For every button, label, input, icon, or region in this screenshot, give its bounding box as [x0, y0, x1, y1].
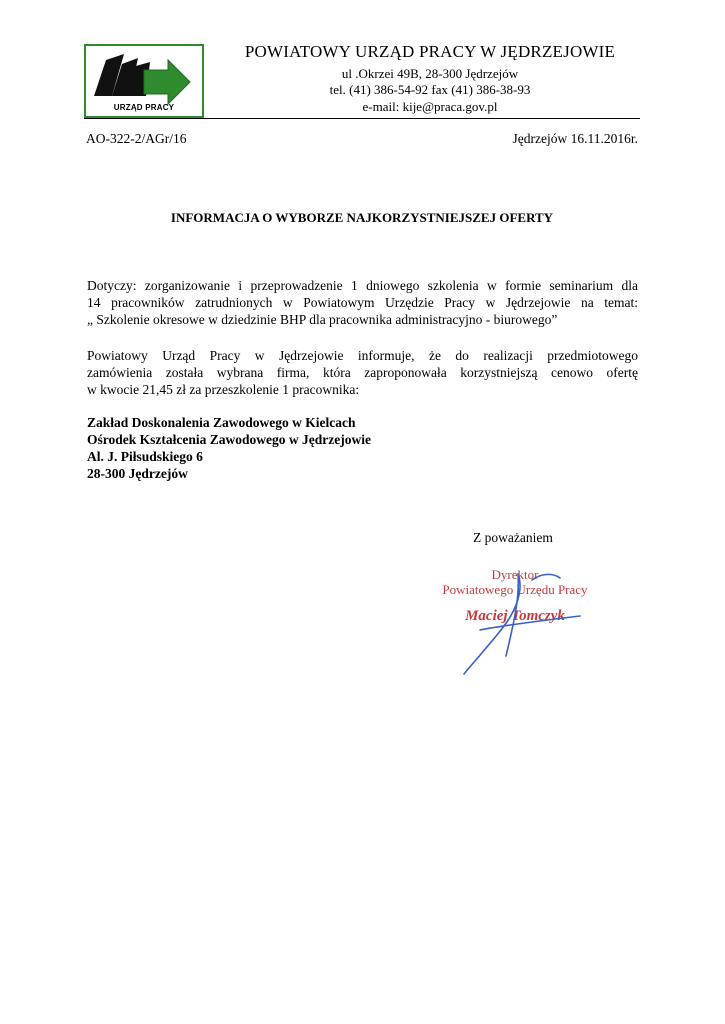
- company-line: Al. J. Piłsudskiego 6: [87, 449, 203, 464]
- stamp-name: Maciej Tomczyk: [465, 608, 565, 624]
- company-line: Ośrodek Kształcenia Zawodowego w Jędrzejowie: [87, 432, 371, 447]
- subject-line: „ Szkolenie okresowe w dziedzinie BHP dla pracownika administracyjno - biurowego”: [87, 312, 558, 327]
- subject-line: Dotyczy: zorganizowanie i przeprowadzenie 1 dniowego szkolenia w formie seminarium dla: [87, 278, 638, 293]
- logo-caption: URZĄD PRACY: [113, 103, 175, 112]
- information-line: zamówienia została wybrana firma, która zaproponowała korzystniejszą cenowo ofertę: [87, 365, 638, 380]
- subject-line: 14 pracowników zatrudnionych w Powiatowym Urzędzie Pracy w Jędrzejowie na temat:: [87, 295, 638, 310]
- company-line: Zakład Doskonalenia Zawodowego w Kielcach: [87, 415, 356, 430]
- subject-paragraph: [87, 277, 638, 328]
- information-paragraph: [87, 347, 638, 398]
- stamp-office: Powiatowego Urzędu Pracy: [442, 582, 588, 597]
- header-divider: [84, 118, 640, 119]
- winning-company: [87, 414, 371, 482]
- document-date: Jędrzejów 16.11.2016r.: [512, 131, 638, 146]
- org-email: e-mail: kije@praca.gov.pl: [362, 99, 498, 114]
- handwritten-signature: [420, 560, 610, 680]
- information-line: Powiatowy Urząd Pracy w Jędrzejowie informuje, że do realizacji przedmiotowego: [87, 348, 638, 363]
- office-logo: [84, 44, 204, 118]
- document-title: INFORMACJA O WYBORZE NAJKORZYSTNIEJSZEJ OFERTY: [170, 210, 554, 225]
- information-line: w kwocie 21,45 zł za przeszkolenie 1 pracownika:: [87, 382, 360, 397]
- company-line: 28-300 Jędrzejów: [87, 466, 188, 481]
- reference-number: AO-322-2/AGr/16: [86, 131, 187, 146]
- org-address: ul .Okrzei 49B, 28-300 Jędrzejów: [341, 66, 519, 81]
- org-phone: tel. (41) 386-54-92 fax (41) 386-38-93: [329, 82, 531, 97]
- stamp-title: Dyrektor: [491, 567, 539, 582]
- org-name: POWIATOWY URZĄD PRACY W JĘDRZEJOWIE: [244, 42, 616, 61]
- closing-text: Z poważaniem: [473, 530, 553, 545]
